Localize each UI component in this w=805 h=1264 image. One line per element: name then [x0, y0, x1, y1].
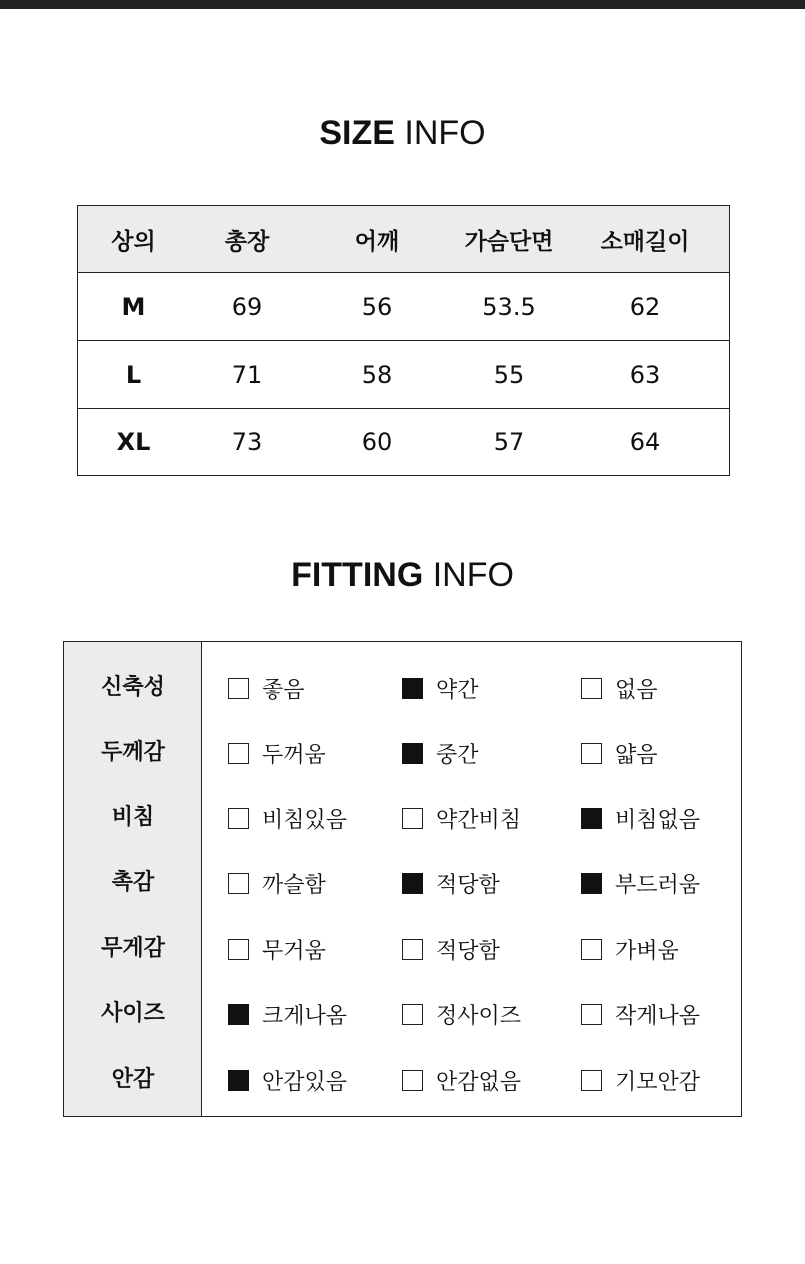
fitting-option-label: 적당함: [436, 872, 500, 898]
checked-checkbox: [228, 1004, 249, 1025]
size-table-row: [78, 409, 729, 475]
size-value: 73: [231, 428, 263, 456]
size-value: 60: [361, 428, 393, 456]
header-cell: 상의: [111, 228, 156, 255]
fitting-option-label: 비침있음: [262, 807, 348, 833]
fitting-option: [402, 934, 500, 964]
fitting-option-label: 없음: [615, 677, 658, 703]
header-cell: 총장: [224, 228, 270, 255]
fitting-row-label: 안감: [111, 1067, 155, 1092]
fitting-option: [581, 934, 679, 964]
fitting-option: [228, 738, 326, 768]
unchecked-checkbox: [402, 1004, 423, 1025]
fitting-option-label: 약간: [436, 677, 479, 703]
size-info-title-bold: SIZE: [319, 114, 395, 152]
fitting-option: [581, 738, 658, 768]
size-table-row: [78, 341, 729, 409]
fitting-option: [228, 1065, 347, 1095]
fitting-row-label: 무게감: [101, 936, 165, 961]
fitting-option-label: 가벼움: [615, 938, 679, 964]
unchecked-checkbox: [402, 1070, 423, 1091]
unchecked-checkbox: [228, 678, 249, 699]
fitting-option-label: 적당함: [436, 938, 500, 964]
checked-checkbox: [402, 873, 423, 894]
fitting-option-label: 까슬함: [262, 872, 326, 898]
unchecked-checkbox: [581, 678, 602, 699]
size-value: 63: [629, 360, 661, 389]
fitting-option-label: 약간비침: [436, 807, 522, 833]
fitting-option-label: 비침없음: [615, 807, 701, 833]
size-label: M: [121, 292, 146, 321]
size-value: 56: [361, 292, 393, 321]
fitting-option-label: 좋음: [262, 677, 305, 703]
fitting-row-label: 두께감: [101, 740, 165, 765]
fitting-option: [581, 999, 700, 1029]
fitting-option-label: 크게나옴: [262, 1003, 348, 1029]
fitting-option: [228, 999, 347, 1029]
size-table-row: [78, 273, 729, 341]
fitting-option-label: 작게나옴: [615, 1003, 701, 1029]
unchecked-checkbox: [228, 808, 249, 829]
fitting-option: [581, 803, 700, 833]
fitting-option-label: 안감없음: [436, 1069, 522, 1095]
unchecked-checkbox: [402, 939, 423, 960]
fitting-option: [402, 1065, 521, 1095]
fitting-option: [581, 673, 658, 703]
fitting-option-label: 무거움: [262, 938, 326, 964]
fitting-option-label: 중간: [436, 742, 479, 768]
fitting-option: [581, 868, 700, 898]
fitting-option: [228, 673, 305, 703]
fitting-row-label: 신축성: [101, 675, 165, 700]
size-value: 62: [629, 292, 661, 321]
size-table: [77, 205, 730, 476]
fitting-option-label: 기모안감: [615, 1069, 701, 1095]
unchecked-checkbox: [228, 873, 249, 894]
size-label: L: [125, 360, 142, 389]
size-value: 53.5: [482, 292, 536, 321]
unchecked-checkbox: [402, 808, 423, 829]
fitting-option: [228, 868, 326, 898]
size-value: 71: [231, 360, 263, 389]
size-value: 55: [493, 360, 525, 389]
fitting-option: [581, 1065, 700, 1095]
size-value: 57: [493, 428, 525, 456]
fitting-info-title: [0, 556, 805, 595]
fitting-info-title-light: INFO: [423, 556, 514, 594]
fitting-option: [402, 803, 521, 833]
fitting-option: [402, 999, 521, 1029]
fitting-table: [63, 641, 742, 1117]
fitting-info-title-bold: FITTING: [291, 556, 424, 594]
fitting-option-label: 정사이즈: [436, 1003, 522, 1029]
fitting-option-label: 부드러움: [615, 872, 701, 898]
header-cell: 가슴단면: [464, 228, 554, 255]
fitting-option-label: 얇음: [615, 742, 658, 768]
size-label: XL: [116, 428, 151, 456]
size-info-title: [0, 114, 805, 153]
checked-checkbox: [402, 678, 423, 699]
fitting-option-label: 두꺼움: [262, 742, 326, 768]
size-value: 69: [231, 292, 263, 321]
checked-checkbox: [402, 743, 423, 764]
unchecked-checkbox: [228, 939, 249, 960]
size-value: 64: [629, 428, 661, 456]
header-cell: 어깨: [354, 228, 400, 255]
unchecked-checkbox: [581, 939, 602, 960]
size-table-header: [78, 206, 729, 273]
fitting-option: [402, 868, 500, 898]
unchecked-checkbox: [581, 1004, 602, 1025]
checked-checkbox: [581, 808, 602, 829]
checked-checkbox: [228, 1070, 249, 1091]
size-value: 58: [361, 360, 393, 389]
fitting-option: [228, 803, 347, 833]
fitting-option: [402, 673, 479, 703]
checked-checkbox: [581, 873, 602, 894]
fitting-option-label: 안감있음: [262, 1069, 348, 1095]
fitting-row-label: 사이즈: [101, 1001, 165, 1026]
header-cell: 소매길이: [600, 228, 690, 255]
unchecked-checkbox: [581, 743, 602, 764]
fitting-option: [402, 738, 479, 768]
unchecked-checkbox: [581, 1070, 602, 1091]
fitting-row-label: 비침: [111, 805, 155, 830]
top-bar: [0, 0, 805, 9]
fitting-option: [228, 934, 326, 964]
unchecked-checkbox: [228, 743, 249, 764]
fitting-row-label: 촉감: [111, 870, 155, 895]
size-info-title-light: INFO: [394, 114, 486, 152]
